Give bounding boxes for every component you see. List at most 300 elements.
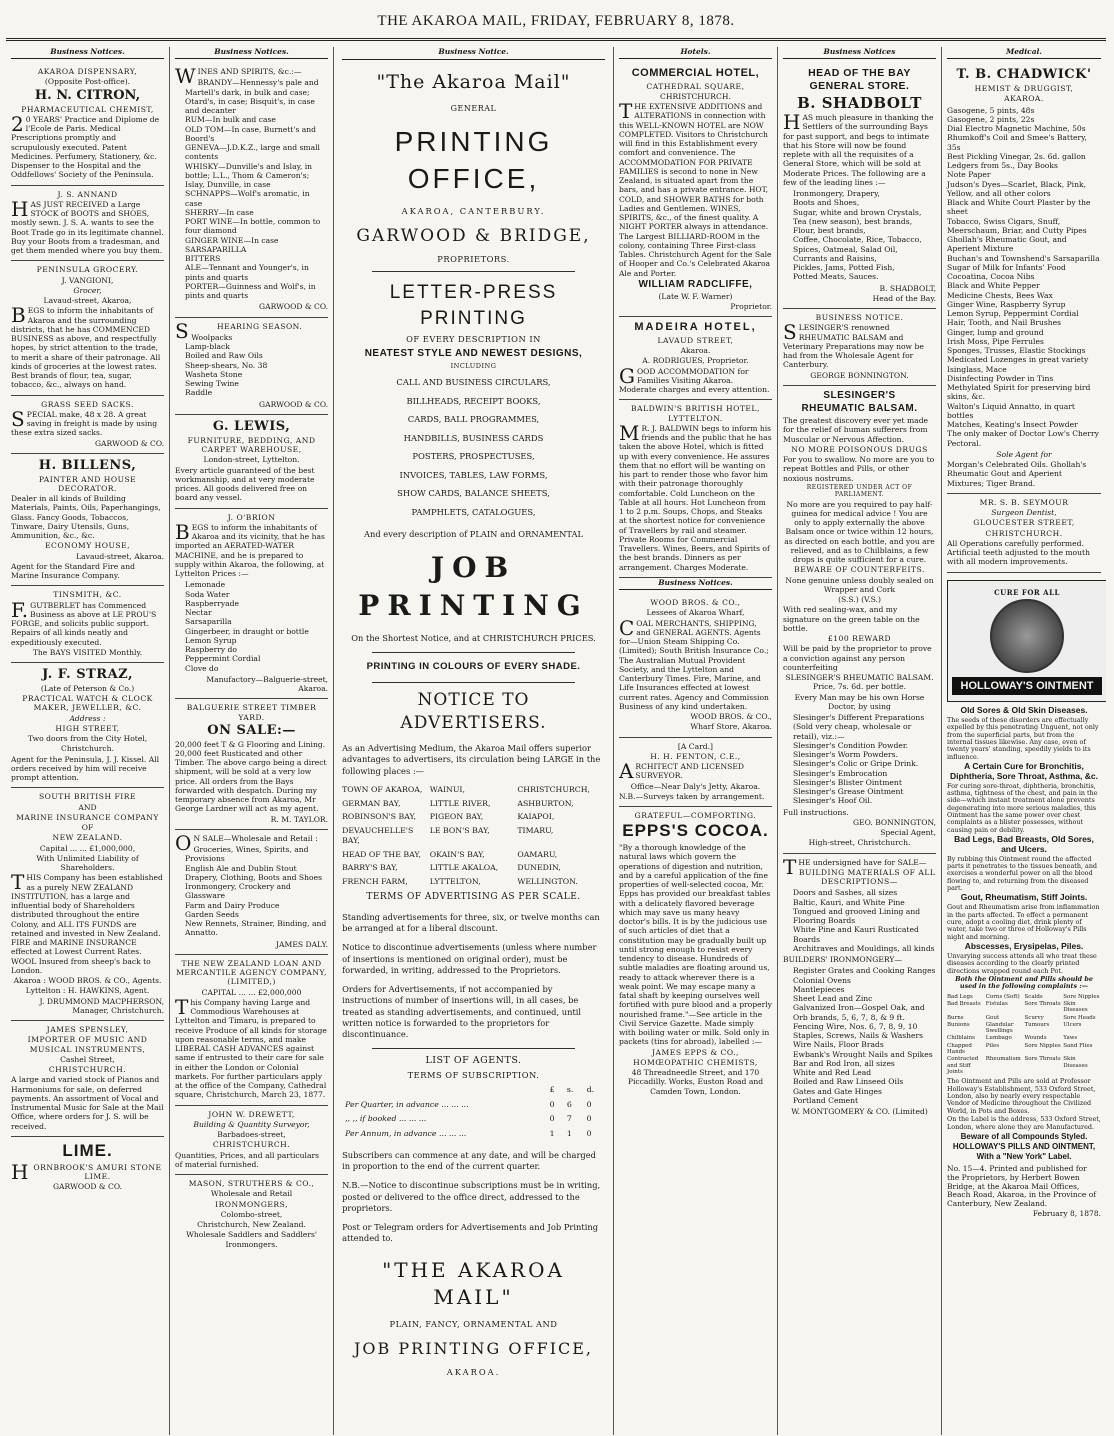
list-item: English Ale and Dublin Stout — [185, 863, 297, 873]
list-item: Sponges, Trusses, Elastic Stockings — [947, 346, 1086, 355]
list-item: Methylated Spirit for preserving bird skins, &c. — [947, 383, 1091, 402]
ad-body: COAL MERCHANTS, SHIPPING, and GENERAL AGENTS. Agents for—Union Steam Shipping Co. (Limited); South British Insurance Co.; The Australian Mutual Provident Society, and the Lyttelton and Canterbury Times. Fire, Marine, and Life Insurances effected at lowest current rates. Agency and Commission Business of any kind undertaken. — [618, 615, 769, 711]
list-item: Ironmongery, Drapery, — [792, 189, 880, 199]
ad-sole-items: Morgan's Celebrated Oils. Ghollah's Rheumatic Gout and Aperient Mixtures; Tiger Brand. — [947, 460, 1087, 488]
ad-sign-2: Head of the Bay. — [872, 293, 937, 303]
list-item: Black and White Pepper — [947, 281, 1040, 291]
ad-city: Christchurch, New Zealand. — [197, 1220, 306, 1230]
ad-doctor: Every Man may be his own Horse Doctor, by using — [794, 692, 925, 711]
ad-sign: GARWOOD & CO. — [94, 438, 165, 448]
ad-items — [175, 845, 328, 938]
complaint-item: Corns (Soft) — [985, 993, 1020, 1000]
ad-price: SLESINGER'S RHEUMATIC BALSAM. Price, 7s. 6d. per bottle. — [785, 673, 934, 692]
ad-title: GRASS SEED SACKS. — [41, 399, 134, 409]
list-item: SHERRY—In case — [185, 207, 254, 217]
ad-mason — [175, 1175, 328, 1254]
ad-title-2: RHEUMATIC BALSAM. — [801, 402, 918, 414]
ad-name: J. S. ANNAND — [57, 189, 118, 199]
table-row — [342, 1127, 605, 1142]
ad-role: FURNITURE, BEDDING, AND CARPET WAREHOUSE, — [187, 435, 316, 454]
column-5 — [778, 47, 942, 1435]
including-label: INCLUDING — [450, 362, 497, 371]
ad-balsam — [783, 386, 936, 854]
ad-name: J. VANGIONI, — [61, 275, 114, 285]
complaint-item: Sore Throats — [1024, 1000, 1061, 1007]
list-item: Boots and Shoes, — [792, 198, 860, 208]
list-item: Sugar, white and brown Crystals, — [792, 207, 922, 217]
ad-building — [783, 854, 936, 1122]
list-item: Currants and Raisins, — [792, 253, 877, 263]
list-item: Medicine Chests, Bees Wax — [947, 290, 1053, 300]
ad-street: Barbadoes-street, — [217, 1130, 286, 1140]
ad-trade: IRONMONGERS, — [215, 1199, 288, 1209]
table-header-row — [342, 1083, 605, 1098]
ad-name: G. LEWIS, — [212, 418, 291, 434]
newspaper-page — [6, 4, 1106, 1432]
ad-city: CHRISTCHURCH. — [212, 1140, 291, 1150]
list-item: BITTERS — [185, 254, 221, 264]
list-item: Rhumkoff's Coil and Smee's Battery, 35s — [947, 133, 1087, 152]
list-item: PORT WINE—In bottle, common to four diamond — [185, 217, 321, 236]
ad-body: Unvarying success attends all who treat these diseases according to the clearly printed directions wrapped round each Pot. — [947, 951, 1097, 975]
work-list — [342, 373, 605, 521]
ad-insurance — [11, 788, 164, 1021]
ad-items — [175, 580, 328, 673]
list-item: Coffee, Chocolate, Rice, Tobacco, — [792, 235, 922, 245]
complaint-item: Bunions — [947, 1021, 970, 1028]
place-item: ASHBURTON, — [517, 798, 574, 808]
ad-title: BUILDING MATERIALS OF ALL DESCRIPTIONS— — [798, 867, 936, 887]
ad-title: EPPS'S COCOA. — [622, 821, 769, 841]
ad-body: HORNBROOK'S AMURI STONE LIME. — [11, 1159, 162, 1184]
complaint-item: Sore Heads — [1063, 1014, 1096, 1021]
list-item: Lemon Syrup — [185, 635, 237, 645]
every-description: And every description of PLAIN and ORNAMENTAL — [364, 529, 583, 540]
column-heading: Business Notices. — [11, 47, 164, 59]
ad-items — [783, 189, 936, 282]
ad-role: Building & Quantity Surveyor, — [193, 1119, 310, 1129]
list-item: Raspberryade — [185, 598, 239, 608]
list-item: Doors and Sashes, all sizes — [792, 888, 898, 898]
ad-title: THE NEW ZEALAND LOAN AND MERCANTILE AGENCY COMPANY, (LIMITED,) — [176, 958, 327, 987]
column-6 — [942, 47, 1106, 1435]
list-agents-heading: LIST OF AGENTS. — [425, 1055, 522, 1067]
ad-role: IMPORTER OF MUSIC AND MUSICAL INSTRUMENTS, — [27, 1035, 148, 1054]
ad-heading: Gout, Rheumatism, Stiff Joints. — [960, 892, 1088, 903]
complaint-item: Yaws — [1063, 1035, 1078, 1042]
table-cell: 0 — [586, 1114, 592, 1124]
complaints-table — [947, 994, 1101, 1076]
ad-place: AKAROA. — [1004, 94, 1044, 104]
ad-full: Full instructions. — [782, 807, 849, 817]
ad-of: OF — [81, 823, 94, 833]
ad-sub: Lessees of Akaroa Wharf, — [646, 608, 745, 618]
ad-title-3: NEW ZEALAND. — [52, 833, 123, 843]
ad-sub: (Opposite Post-office). — [44, 77, 131, 87]
list-item: Isinglass, Mace — [947, 364, 1007, 374]
list-item: Clove do — [185, 663, 219, 673]
complaint-item: Skin Diseases — [1063, 1056, 1088, 1069]
list-item: Wire Nails, Floor Brads — [792, 1040, 884, 1050]
list-item: Sheet Lead and Zinc — [792, 994, 873, 1004]
ad-foot: Wholesale Saddlers and Saddlers' Ironmongers. — [186, 1230, 318, 1249]
ad-city: CHRISTCHURCH. — [660, 91, 731, 101]
list-item: Soda Water — [185, 589, 230, 599]
column-3 — [334, 47, 614, 1435]
ad-city: CHRISTCHURCH. — [985, 528, 1063, 538]
list-item: Raspberry do — [185, 645, 237, 654]
footer-sub: PLAIN, FANCY, ORNAMENTAL AND — [389, 1318, 558, 1329]
ad-role: PAINTER AND HOUSE DECORATOR. — [38, 474, 137, 493]
place-item: OKAIN'S BAY, — [429, 849, 485, 859]
ad-body: The Ointment and Pills are sold at Professor Holloway's Establishment, 533 Oxford Street, London, also by nearly every respectable Vendor of Medicine throughout the Civilized World, in Pots and Boxes. — [947, 1077, 1096, 1115]
logo-brand: HOLLOWAY'S OINTMENT — [952, 677, 1102, 696]
ad-body: A large and varied stock of Pianos and Harmoniums for sale, on deferred payments. An assortment of Vocal and Instrumental Music for Sale at the Mail Office, where orders for J. S. will be received. — [11, 1075, 164, 1131]
list-item: Pickles, Jams, Potted Fish, — [792, 263, 895, 273]
column-4 — [614, 47, 778, 1435]
ad-shearing — [175, 318, 328, 415]
table-header: s. — [566, 1085, 574, 1095]
list-item: Mantlepieces — [792, 984, 845, 994]
ad-sign: R. M. TAYLOR. — [270, 814, 329, 824]
ad-commercial-hotel — [619, 63, 772, 317]
ad-title: BUSINESS NOTICE. — [815, 313, 904, 323]
ad-title: BALGUERIE STREET TIMBER YARD. — [186, 703, 317, 722]
ad-name: WILLIAM RADCLIFFE, — [638, 278, 753, 290]
ad-body: THE EXTENSIVE ADDITIONS and ALTERATIONS in connection with this WELL-KNOWN HOTEL are NOW COMPLETED. Visitors to Christchurch will find in this Establishment every comfort and convenience. The ACCOMMODATION FOR PRIVATE FAMILIES is second to none in New Zealand, is situated apart from the bars, and has a private entrance. HOT, COLD, and SHOWER BATHS for both Ladies and Gentlemen. WINES, SPIRITS, &c., of the finest quality. A NIGHT PORTER always in attendance. The Largest BILLIARD-ROOM in the colony, containing Three First-class Tables. Christchurch Agent for the Sale of Hooper and Co.'s Celebrated Akaroa Ale and Porter. — [618, 99, 772, 278]
ad-street: Cashel Street, — [60, 1054, 115, 1064]
list-item: Potted Meats, Sauces. — [792, 272, 879, 282]
ad-name: J. F. STRAZ, — [42, 667, 133, 683]
complaint-item: Rheumatism — [985, 1056, 1021, 1063]
complaint-item: Sore Throats — [1024, 1056, 1061, 1063]
list-item: Black and White Court Plaster by the sheet — [947, 198, 1091, 217]
list-item: Walton's Liquid Annatto, in quart bottles — [947, 401, 1075, 420]
place-item: DUNEDIN, — [517, 863, 561, 873]
table-cell: ,, ,, if booked ... ... ... — [345, 1114, 427, 1124]
list-item: Spices, Oatmeal, Salad Oil, — [792, 244, 898, 254]
column-heading: Business Notice. — [342, 47, 605, 60]
table-cell: 0 — [586, 1128, 592, 1138]
table-cell: 0 — [549, 1099, 555, 1109]
ad-name: J. O'BRION — [227, 512, 276, 522]
list-item: Ledgers from 5s., Day Books — [947, 161, 1058, 170]
ad-body: PRACTICAL WATCH & CLOCK MAKER, JEWELLER, &C. — [22, 694, 153, 713]
complaint-item: Chilblains — [947, 1035, 975, 1042]
ad-wines — [175, 63, 328, 318]
imprint-date: February 8, 1878. — [1032, 1208, 1101, 1218]
terms-paragraph: Standing advertisements for three, six, or twelve months can be arranged at for a liberal discount. — [342, 911, 600, 933]
ad-sole: Sole Agent for — [996, 449, 1052, 459]
ad-body: SPECIAL make, 48 x 28. A great saving in freight is made by using these extra sized sacks. — [11, 406, 158, 438]
ad-title: PENINSULA GROCERY. — [36, 265, 139, 275]
list-item: Tobacco, Swiss Cigars, Snuff, Meerschaum, Briar, and Cutty Pipes — [947, 216, 1087, 235]
list-item: Ewbank's Wrought Nails and Spikes — [792, 1049, 933, 1059]
place-item: TIMARU, — [517, 825, 554, 835]
table-cell: 0 — [586, 1099, 592, 1109]
ad-house: ECONOMY HOUSE, — [44, 541, 131, 551]
ad-sign: WOOD BROS. & CO., — [690, 712, 772, 722]
list-item: Note Paper — [947, 170, 991, 180]
ad-sub: CATHEDRAL SQUARE, — [646, 81, 745, 91]
list-item: Sugar of Milk for Infants' Food — [947, 262, 1066, 272]
place-item: KAIAPOI, — [517, 812, 555, 822]
place-item: FRENCH FARM, — [342, 876, 408, 886]
divider — [372, 271, 575, 272]
letterpress-heading: LETTER-PRESS PRINTING — [389, 282, 558, 330]
ad-name: H. N. CITRON, — [34, 87, 141, 103]
subscription-paragraph: Post or Telegram orders for Advertisements and Job Printing attended to. — [342, 1222, 599, 1244]
ad-body: HAS much pleasure in thanking the Settlers of the surrounding Bays for past support, and begs to intimate that his Store will now be found replete with all the requisites of a General Store, which will be sold at Moderate Prices. The following are a few of the leading lines :— — [782, 110, 934, 187]
ad-sub: (Late of Peterson & Co.) — [40, 683, 135, 693]
complaint-item: Bad Breasts — [947, 1000, 981, 1007]
list-item: Best Pickling Vinegar, 2s. 6d. gallon — [947, 151, 1086, 161]
list-item: Ghollah's Rheumatic Gout, and Aperient Mixture — [947, 235, 1067, 254]
column-heading: Business Notices. — [175, 47, 328, 59]
place-item: ROBINSON'S BAY, — [342, 812, 417, 822]
list-item: GINGER WINE—In case — [185, 235, 279, 245]
job-printing-heading: JOB PRINTING — [358, 550, 589, 622]
list-item: POSTERS, PROSPECTUSES, — [412, 451, 535, 462]
ad-foot: The BAYS VISITED Monthly. — [32, 647, 143, 657]
list-item: BRANDY—Hennessy's pale and Martell's dark, in bulk and case; Otard's, in case; Bisquit's, in case and decanter — [185, 78, 319, 116]
list-item: Ironmongery, Crockery and Glassware — [185, 882, 291, 901]
ad-body-2: For you to swallow. No more are you to repeat Bottles and Pills, or other noxious nostrums. — [782, 455, 935, 483]
list-item: (Sold very cheap, wholesale or retail), viz.:— — [792, 722, 912, 741]
ad-title: AKAROA DISPENSARY, — [37, 67, 138, 77]
ad-title: BALDWIN'S BRITISH HOTEL, LYTTELTON. — [631, 404, 760, 423]
column-2 — [170, 47, 334, 1435]
ad-heading: Bad Legs, Bad Breasts, Old Sores, and Ulcers. — [954, 834, 1094, 854]
list-item: Sheep-shears, No. 38 — [185, 360, 268, 370]
divider — [372, 652, 575, 653]
list-item: Sarsaparilla — [185, 617, 232, 627]
ad-poison: NO MORE POISONOUS DRUGS — [791, 444, 928, 454]
list-item: Architraves and Mouldings, all kinds — [792, 943, 935, 953]
table-cell: Per Quarter, in advance ... ... ... — [345, 1099, 469, 1109]
ad-sign-2: Special Agent, — [880, 828, 937, 838]
list-item: Drapery, Clothing, Boots and Shoes — [185, 872, 322, 882]
list-item: Disinfecting Powder in Tins — [947, 373, 1054, 383]
complaint-item: Ulcers — [1063, 1021, 1082, 1028]
ad-office: Office—Near Daly's Jetty, Akaroa. — [630, 781, 761, 791]
ad-title: LIME. — [62, 1140, 113, 1160]
ad-body: This Company having Large and Commodious Warehouses at Lyttelton and Timaru, is prepared to receive Produce of all kinds for storage upon reasonable terms, and make LIBERAL CASH ADVANCES against same if entrusted to their care for sale in either the London or Colonial markets. For further particulars apply at the office of the Company, Cathedral square, Christchurch, March 23, 1877. — [175, 994, 327, 1100]
ad-reward: £100 REWARD — [827, 634, 892, 644]
ad-city: Christchurch. — [61, 744, 114, 754]
list-item: Judson's Dyes—Scarlet, Black, Pink, Yellow, and all other colors — [947, 179, 1087, 198]
list-item: Galvanized Iron—Gospel Oak, and Orb brands, 5, 6, 7, 8, & 9 ft. — [792, 1003, 925, 1022]
list-item: WHISKY—Dunville's and Islay, in bottle; L.L., Thom & Cameron's; Islay, Dunville, in case — [185, 161, 313, 190]
ad-beware: Beware of all Compounds Styled. — [960, 1131, 1088, 1141]
ad-chadwick — [947, 63, 1101, 494]
places-grid — [342, 785, 605, 887]
ad-place: London-street, Lyttelton. — [203, 455, 300, 465]
place-item: TOWN OF AKAROA, — [342, 785, 423, 795]
list-item: Flour, best brands, — [792, 226, 866, 236]
table-cell: 7 — [566, 1114, 572, 1124]
list-item: Peppermint Cordial — [185, 654, 261, 664]
ad-body-4: None genuine unless doubly sealed on Wrapper and Cork — [785, 575, 934, 594]
ad-street: LAVAUD STREET, — [657, 335, 734, 345]
list-item: White and Red Lead — [792, 1068, 872, 1078]
complaint-item: Bad Legs — [947, 993, 973, 1000]
ad-body: HAS JUST RECEIVED a Large STOCK of BOOTS and SHOES, mostly sewn. J. S. A. wants to see the Boot Trade go in its legitimate channel. Buy your Boots from a tradesman, and get them mended where you buy them. — [11, 196, 164, 255]
ad-title: SLESINGER'S — [823, 389, 896, 401]
complaint-item: Skin Diseases — [1063, 1000, 1088, 1014]
ad-body: All Operations carefully performed. Artificial teeth adjusted to the mouth with all modern improvements. — [947, 538, 1090, 567]
table-cell: Per Annum, in advance ... ... ... — [345, 1128, 467, 1138]
ad-body: The greatest discovery ever yet made for the relief of human sufferers from Muscular or Nervous Affection. — [782, 416, 929, 444]
ad-card-label: [A Card.] — [677, 741, 713, 751]
ad-city: CHRISTCHURCH. — [48, 1065, 127, 1075]
ad-late: (Late W. F. Warner) — [658, 291, 733, 301]
ad-sign-3: High-street, Christchurch. — [808, 838, 911, 848]
ad-town: Akaroa. — [680, 346, 711, 356]
list-item: Gasogene, 5 pints, 48s — [947, 105, 1035, 115]
ad-body: 20,000 feet T & G Flooring and Lining. 20,000 feet Rusticated and other Timber. The above cargo being a direct shipment, will be sold at a very low price. All orders from the Bays forwarded with despatch. During my temporary absence from Akaroa, Mr George Lardner will act as my agent. — [175, 739, 327, 814]
ad-street: GLOUCESTER STREET, — [973, 518, 1075, 528]
proprietors-names: GARWOOD & BRIDGE, — [356, 226, 591, 247]
table-row — [342, 1098, 605, 1113]
column-1 — [6, 47, 170, 1435]
list-item: CARDS, BALL PROGRAMMES, — [407, 414, 540, 425]
ad-body-3: No more are you required to pay half-guinea for medical advice ! You are only to apply externally the above Balsam once or twice within 12 hours, as directed on each bottle, and you are relieved, and as to Chilblains, a few drops is quite sufficient for a cure. — [784, 499, 935, 565]
printing-title: "The Akaroa Mail" — [376, 71, 571, 94]
subscription-paragraph: Subscribers can commence at any date, and will be charged in proportion to the end of the current quarter. — [342, 1149, 596, 1171]
ad-body: BEGS to inform the inhabitants of Akaroa and its vicinity, that he has imported an AERATED-WATER MACHINE, and he is prepared to supply within Akaroa, the following, at Lyttelton Prices :— — [175, 519, 325, 578]
list-item: Garden Seeds — [185, 909, 239, 919]
ad-sign: GARWOOD & CO. — [259, 399, 329, 409]
place-item: OAMARU, — [517, 849, 558, 859]
list-item: Baltic, Kauri, and White Pine — [792, 897, 905, 907]
list-item: Slesinger's Grease Ointment — [792, 787, 904, 797]
of-every-label: OF EVERY DESCRIPTION IN — [406, 333, 541, 344]
ad-body: 20 YEARS' Practice and Diplome de l'Ecole de Paris. Medical Prescriptions promptly and scrupulously executed. Patent Medicines. Perfumery, Stationery, &c. Dispenser to the Hospital and the Oddfellows' Society of the Peninsula. — [11, 111, 160, 180]
list-item: The only maker of Doctor Low's Cherry Pectoral. — [947, 429, 1099, 448]
table-cell: 0 — [549, 1114, 555, 1124]
ad-items-2 — [783, 966, 936, 1105]
terms-sub-heading: TERMS OF SUBSCRIPTION. — [407, 1070, 540, 1081]
list-item: Tongued and grooved Lining and Flooring Boards — [792, 906, 921, 926]
ad-loan — [175, 955, 328, 1106]
imprint: No. 15—4. Printed and published for the Proprietors, by Herbert Bowen Bridge, at the Akaroa Mail Offices, Beach Road, Akaroa, in the Province of Canterbury, New Zealand. — [947, 1164, 1097, 1208]
place-item: DEVAUCHELLE'S BAY, — [342, 825, 414, 846]
ad-body: For curing sore-throat, diphtheria, bronchitis, asthma, tightness of the chest, and pain in the side—which instant treatment alone prevents degenerating into more serious maladies, this Ointment has the same power over chest complaints as a blister possesses, without causing pain or debility. — [947, 781, 1098, 834]
ad-body: GOOD ACCOMMODATION for Families Visiting Akaroa. Moderate charges and every attention. — [618, 363, 770, 395]
logo-banner: CURE FOR ALL — [994, 587, 1060, 597]
ad-title: TINSMITH, &C. — [53, 590, 122, 600]
list-item: Boiled and Raw Linseed Oils — [792, 1077, 904, 1087]
ad-epps — [619, 807, 772, 1101]
list-item: Lamp-black — [185, 342, 230, 352]
ad-tinsmith — [11, 586, 164, 663]
footer-title: "THE AKAROA MAIL" — [382, 1257, 565, 1309]
ad-sign: W. MONTGOMERY & CO. (Limited) — [791, 1107, 928, 1117]
list-item: SHOW CARDS, BALANCE SHEETS, — [397, 488, 550, 499]
table-cell: 1 — [566, 1128, 572, 1138]
ad-straz — [11, 663, 164, 788]
ad-beware-2: HOLLOWAY'S PILLS AND OINTMENT, — [952, 1142, 1096, 1152]
table-header: d. — [586, 1085, 595, 1095]
list-item: Sewing Twine — [185, 379, 239, 389]
list-item: Lemon Syrup, Peppermint Cordial — [947, 309, 1079, 318]
ad-title: ON SALE—Wholesale and Retail : — [175, 830, 318, 855]
ad-agent: Agent for the Standard Fire and Marine Insurance Company. — [11, 561, 135, 581]
table-header: £ — [549, 1085, 555, 1095]
ad-body: Dealer in all kinds of Building Materials, Paints, Oils, Paperhangings, Glass. Fancy Goods, Tobaccos, Tinware, Dairy Utensils, Guns, Ammunition, &c., &c. — [11, 494, 161, 541]
complaint-item: Wounds — [1024, 1035, 1047, 1042]
list-item: Washeta Stone — [185, 369, 243, 379]
complaint-item: Gout — [985, 1014, 1000, 1021]
ad-body: THIS Company has been established as a purely NEW ZEALAND INSTITUTION, has a large and influential body of Shareholders distributed throughout the entire Colony, and ALL ITS FUNDS are retained and invested in New Zealand. FIRE and MARINE INSURANCE effected at Lowest Current Rates. WOOL Insured from sheep's back to London. — [11, 870, 163, 975]
list-item: Slesinger's Embrocation — [792, 768, 888, 778]
complaint-item: Sore Nipples — [1024, 1042, 1061, 1049]
place-item: LYTTELTON, — [429, 876, 481, 886]
ad-name: JOHN W. DREWETT, — [208, 1109, 295, 1119]
complaint-item: Piles — [985, 1042, 1000, 1049]
ad-beware: BEWARE OF COUNTERFEITS. — [794, 565, 925, 575]
list-item: Raddle — [185, 388, 213, 398]
list-item: Nectar — [185, 608, 212, 617]
ad-name: T. B. CHADWICK' — [956, 67, 1092, 83]
place-item: LE BON'S BAY, — [429, 825, 490, 835]
list-item: Buchan's and Townshend's Sarsaparilla — [947, 253, 1100, 263]
shortest-notice: On the Shortest Notice, and at CHRISTCHURCH PRICES. — [351, 632, 596, 643]
table-cell: 6 — [566, 1099, 572, 1109]
column-heading: Medical. — [947, 47, 1101, 59]
ad-seymour — [947, 494, 1101, 573]
printing-office-heading: PRINTING OFFICE, — [394, 125, 553, 195]
complaint-item: Lumbago — [985, 1035, 1012, 1042]
list-item: New Rennets, Strainer, Binding, and Annatto. — [185, 919, 327, 938]
ad-capital: Capital ... ... £1,000,000, — [39, 843, 136, 853]
holloway-logo — [947, 580, 1106, 703]
ad-body: On the Label is the address, 533 Oxford Street, London, where alone they are Manufactured. — [947, 1115, 1101, 1131]
list-item: Slesinger's Hoof Oil. — [792, 796, 873, 806]
footer-place: AKAROA. — [446, 1367, 501, 1378]
ad-registered: REGISTERED UNDER ACT OF PARLIAMENT. — [806, 483, 913, 499]
colours-label: PRINTING IN COLOURS OF EVERY SHADE. — [366, 661, 581, 673]
table-header — [342, 1083, 547, 1098]
list-item: Boiled and Raw Oils — [185, 351, 263, 361]
ad-sign: GARWOOD & CO. — [52, 1182, 123, 1192]
ad-title-2: MARINE INSURANCE COMPANY — [16, 812, 159, 822]
printing-place: AKAROA, CANTERBURY. — [401, 206, 546, 217]
list-item: ALE—Tennant and Younger's, in pints and quarts — [185, 263, 309, 282]
ad-holloway — [947, 573, 1101, 1224]
list-item: Farm and Dairy Produce — [185, 900, 280, 910]
table-cell: 1 — [549, 1128, 555, 1138]
ad-billens — [11, 454, 164, 587]
ad-spensley — [11, 1021, 164, 1137]
ad-foot: Agent for the Peninsula, J. J. Kissel. All orders received by him will receive prompt attention. — [11, 754, 160, 783]
place-item: HEAD OF THE BAY, — [342, 849, 422, 859]
ad-role: Wholesale and Retail — [210, 1189, 293, 1199]
column-subheading: Business Notices. — [619, 578, 772, 590]
ad-heading: Old Sores & Old Skin Diseases. — [960, 705, 1088, 716]
ad-and: AND — [78, 802, 97, 812]
ad-grateful: GRATEFUL—COMFORTING. — [634, 811, 757, 821]
list-item: Fencing Wire, Nos. 6, 7, 8, 9, 10 — [792, 1021, 918, 1031]
place-item: WAINUI, — [429, 785, 465, 795]
ad-sign: B. SHADBOLT, — [879, 283, 937, 293]
ad-body: "By a thorough knowledge of the natural laws which govern the operations of digestion and nutrition, and by a careful application of the fine properties of well-selected cocoa, Mr. Epps has provided our breakfast tables with a delicately flavored beverage which may save us many heavy doctor's bills. It is by the judicious use of such articles of diet that a constitution may be gradually built up until strong enough to resist every tendency to disease. Hundreds of subtle maladies are floating around us, ready to attack wherever there is a weak point. We may escape many a fatal shaft by keeping ourselves well fortified with pure blood and a properly nourished frame."—See article in the Civil Service Gazette. Made simply with boiling water or milk. Sold only in packets (tins for abroad), labelled :— — [618, 843, 772, 1047]
ad-role: Grocer, — [73, 285, 102, 295]
ad-capital-note: With Unlimited Liability of Shareholders. — [36, 853, 139, 873]
place-item: PIGEON BAY, — [429, 812, 484, 822]
masthead: THE AKAROA MAIL, FRIDAY, FEBRUARY 8, 1878. — [6, 4, 1106, 41]
